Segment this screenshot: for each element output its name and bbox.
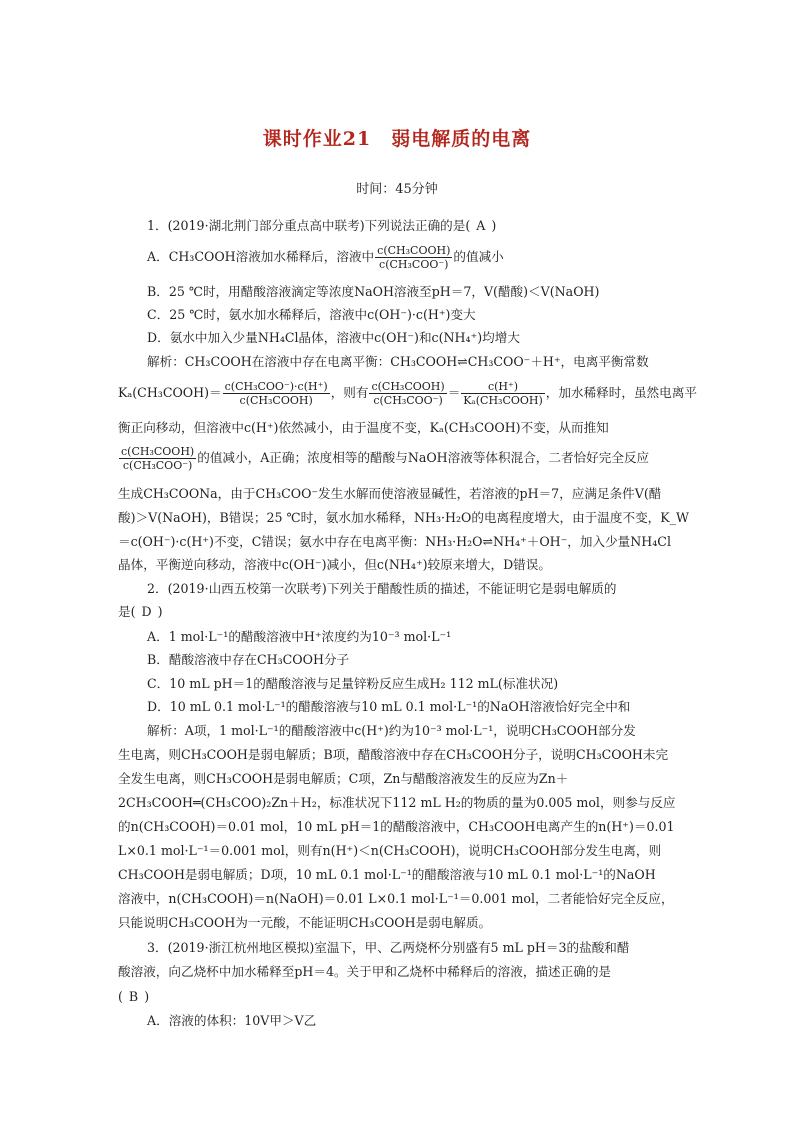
fraction: $\frac{\text{c(CH₃COOH)}}{\text{c(CH₃COO⁻)}}$: [371, 380, 445, 407]
q3-answer-line: ( B ): [118, 989, 150, 1004]
q2-explanation-line: 的n(CH₃COOH)＝0.01 mol，10 mL pH＝1的醋酸溶液中，CH₃COOH电离产生的n(H⁺)＝0.01: [118, 819, 675, 834]
fraction: $\frac{\text{c(CH₃COO⁻)·c(H⁺)}}{\text{c(CH₃COOH)}}$: [224, 380, 328, 407]
q2-option-b: B．醋酸溶液中存在CH₃COOH分子: [147, 652, 350, 667]
q1-option-b: B．25 ℃时，用醋酸溶液滴定等浓度NaOH溶液至pH＝7，V(醋酸)＜V(NaOH): [147, 284, 600, 299]
q3-stem-cont: 酸溶液，向乙烧杯中加水稀释至pH＝4。关于甲和乙烧杯中稀释后的溶液，描述正确的是: [118, 964, 612, 979]
q3-answer: B: [128, 989, 139, 1004]
q1-explanation-line: $\frac{\text{c(CH₃COOH)}}{\text{c(CH₃COO⁻)}}$ 的值减小，A正确；浓度相等的醋酸与NaOH溶液等体积混合，二者恰好完全反应: [121, 445, 650, 472]
q2-option-c: C．10 mL pH＝1的醋酸溶液与足量锌粉反应生成H₂ 112 mL(标准状况): [147, 676, 559, 691]
q1-explanation-line: 生成CH₃COONa，由于CH₃COO⁻发生水解而使溶液显碱性，若溶液的pH＝7，应满足条件V(醋: [118, 486, 662, 501]
q2-explanation-line: 只能说明CH₃COOH为一元酸，不能证明CH₃COOH是弱电解质。: [118, 915, 492, 930]
q1-option-c: C．25 ℃时，氨水加水稀释后，溶液中c(OH⁻)·c(H⁺)变大: [147, 307, 476, 322]
fraction: $\frac{\text{c(CH₃COOH)}}{\text{c(CH₃COO⁻)}}$: [377, 244, 451, 271]
q2-explanation-line: L×0.1 mol·L⁻¹＝0.001 mol，则有n(H⁺)＜n(CH₃COOH)，说明CH₃COOH部分发生电离，则: [118, 843, 662, 858]
q2-explanation-line: 生电离，则CH₃COOH是弱电解质；B项，醋酸溶液中存在CH₃COOH分子，说明CH₃COOH未完: [118, 747, 669, 762]
q1-explanation-line: 酸)＞V(NaOH)，B错误；25 ℃时，氨水加水稀释，NH₃·H₂O的电离程度增大，由于温度不变，K_W: [118, 510, 689, 525]
fraction: $\frac{\text{c(CH₃COOH)}}{\text{c(CH₃COO⁻)}}$: [121, 445, 195, 472]
q1-option-d: D．氨水中加入少量NH₄Cl晶体，溶液中c(OH⁻)和c(NH₄⁺)均增大: [147, 330, 520, 345]
q3-option-a: A．溶液的体积：10V甲＞V乙: [147, 1013, 317, 1028]
q3-stem: 3．(2019·浙江杭州地区模拟)室温下，甲、乙两烧杯分别盛有5 mL pH＝3的盐酸和醋: [147, 940, 630, 955]
q2-explanation-line: 全发生电离，则CH₃COOH是弱电解质；C项，Zn与醋酸溶液发生的反应为Zn＋: [118, 771, 569, 786]
q2-explanation-line: 2CH₃COOH═(CH₃COO)₂Zn＋H₂，标准状况下112 mL H₂的物质的量为0.005 mol，则参与反应: [118, 795, 676, 810]
q1-explanation-line: 晶体，平衡逆向移动，溶液中c(OH⁻)减小，但c(NH₄⁺)较原来增大，D错误。: [118, 557, 551, 572]
q1-stem: 1．(2019·湖北荆门部分重点高中联考)下列说法正确的是( A ): [147, 218, 497, 233]
page-title: 课时作业21 弱电解质的电离: [262, 128, 532, 150]
q1-explanation-line: Kₐ(CH₃COOH)＝ $\frac{\text{c(CH₃COO⁻)·c(H⁺)}}{\text{c(CH₃COOH)}}$ ，则有 $\frac{\text{c(CH₃COOH)}}{\text{c(CH₃COO⁻)}}$ ＝ $\frac{c(H^+)}{\text{Kₐ(CH₃COOH)}}$ ，加水稀释时，虽然电离平: [118, 380, 697, 407]
q1-explanation-line: ＝c(OH⁻)·c(H⁺)不变，C错误；氨水中存在电离平衡：NH₃·H₂O⇌NH₄⁺＋OH⁻，加入少量NH₄Cl: [118, 534, 671, 549]
q2-option-a: A．1 mol·L⁻¹的醋酸溶液中H⁺浓度约为10⁻³ mol·L⁻¹: [147, 629, 452, 644]
q2-option-d: D．10 mL 0.1 mol·L⁻¹的醋酸溶液与10 mL 0.1 mol·L⁻¹的NaOH溶液恰好完全中和: [147, 699, 631, 714]
fraction: $\frac{c(H^+)}{\text{Kₐ(CH₃COOH)}}$: [463, 380, 543, 407]
q1-explanation-line: 解析：CH₃COOH在溶液中存在电离平衡：CH₃COOH⇌CH₃COO⁻＋H⁺，电离平衡常数: [147, 354, 649, 369]
q2-stem: 2．(2019·山西五校第一次联考)下列关于醋酸性质的描述，不能证明它是弱电解质的: [147, 581, 617, 596]
q1-explanation-line: 衡正向移动，但溶液中c(H⁺)依然减小，由于温度不变，Kₐ(CH₃COOH)不变，从而推知: [118, 420, 609, 435]
q2-stem-cont: 是( D ): [118, 604, 163, 619]
q1-option-a: A．CH₃COOH溶液加水稀释后，溶液中 $\frac{\text{c(CH₃COOH)}}{\text{c(CH₃COO⁻)}}$ 的值减小: [147, 244, 504, 271]
q2-answer: D: [141, 604, 152, 619]
q2-explanation-line: CH₃COOH是弱电解质；D项，10 mL 0.1 mol·L⁻¹的醋酸溶液与10 mL 0.1 mol·L⁻¹的NaOH: [118, 867, 656, 882]
q2-explanation-line: 溶液中，n(CH₃COOH)＝n(NaOH)＝0.01 L×0.1 mol·L⁻¹＝0.001 mol，二者能恰好完全反应，: [118, 891, 674, 906]
q1-answer: A: [476, 218, 486, 233]
q2-explanation-line: 解析：A项，1 mol·L⁻¹的醋酸溶液中c(H⁺)约为10⁻³ mol·L⁻¹，说明CH₃COOH部分发: [147, 723, 636, 738]
time-limit: 时间：45分钟: [356, 182, 438, 197]
